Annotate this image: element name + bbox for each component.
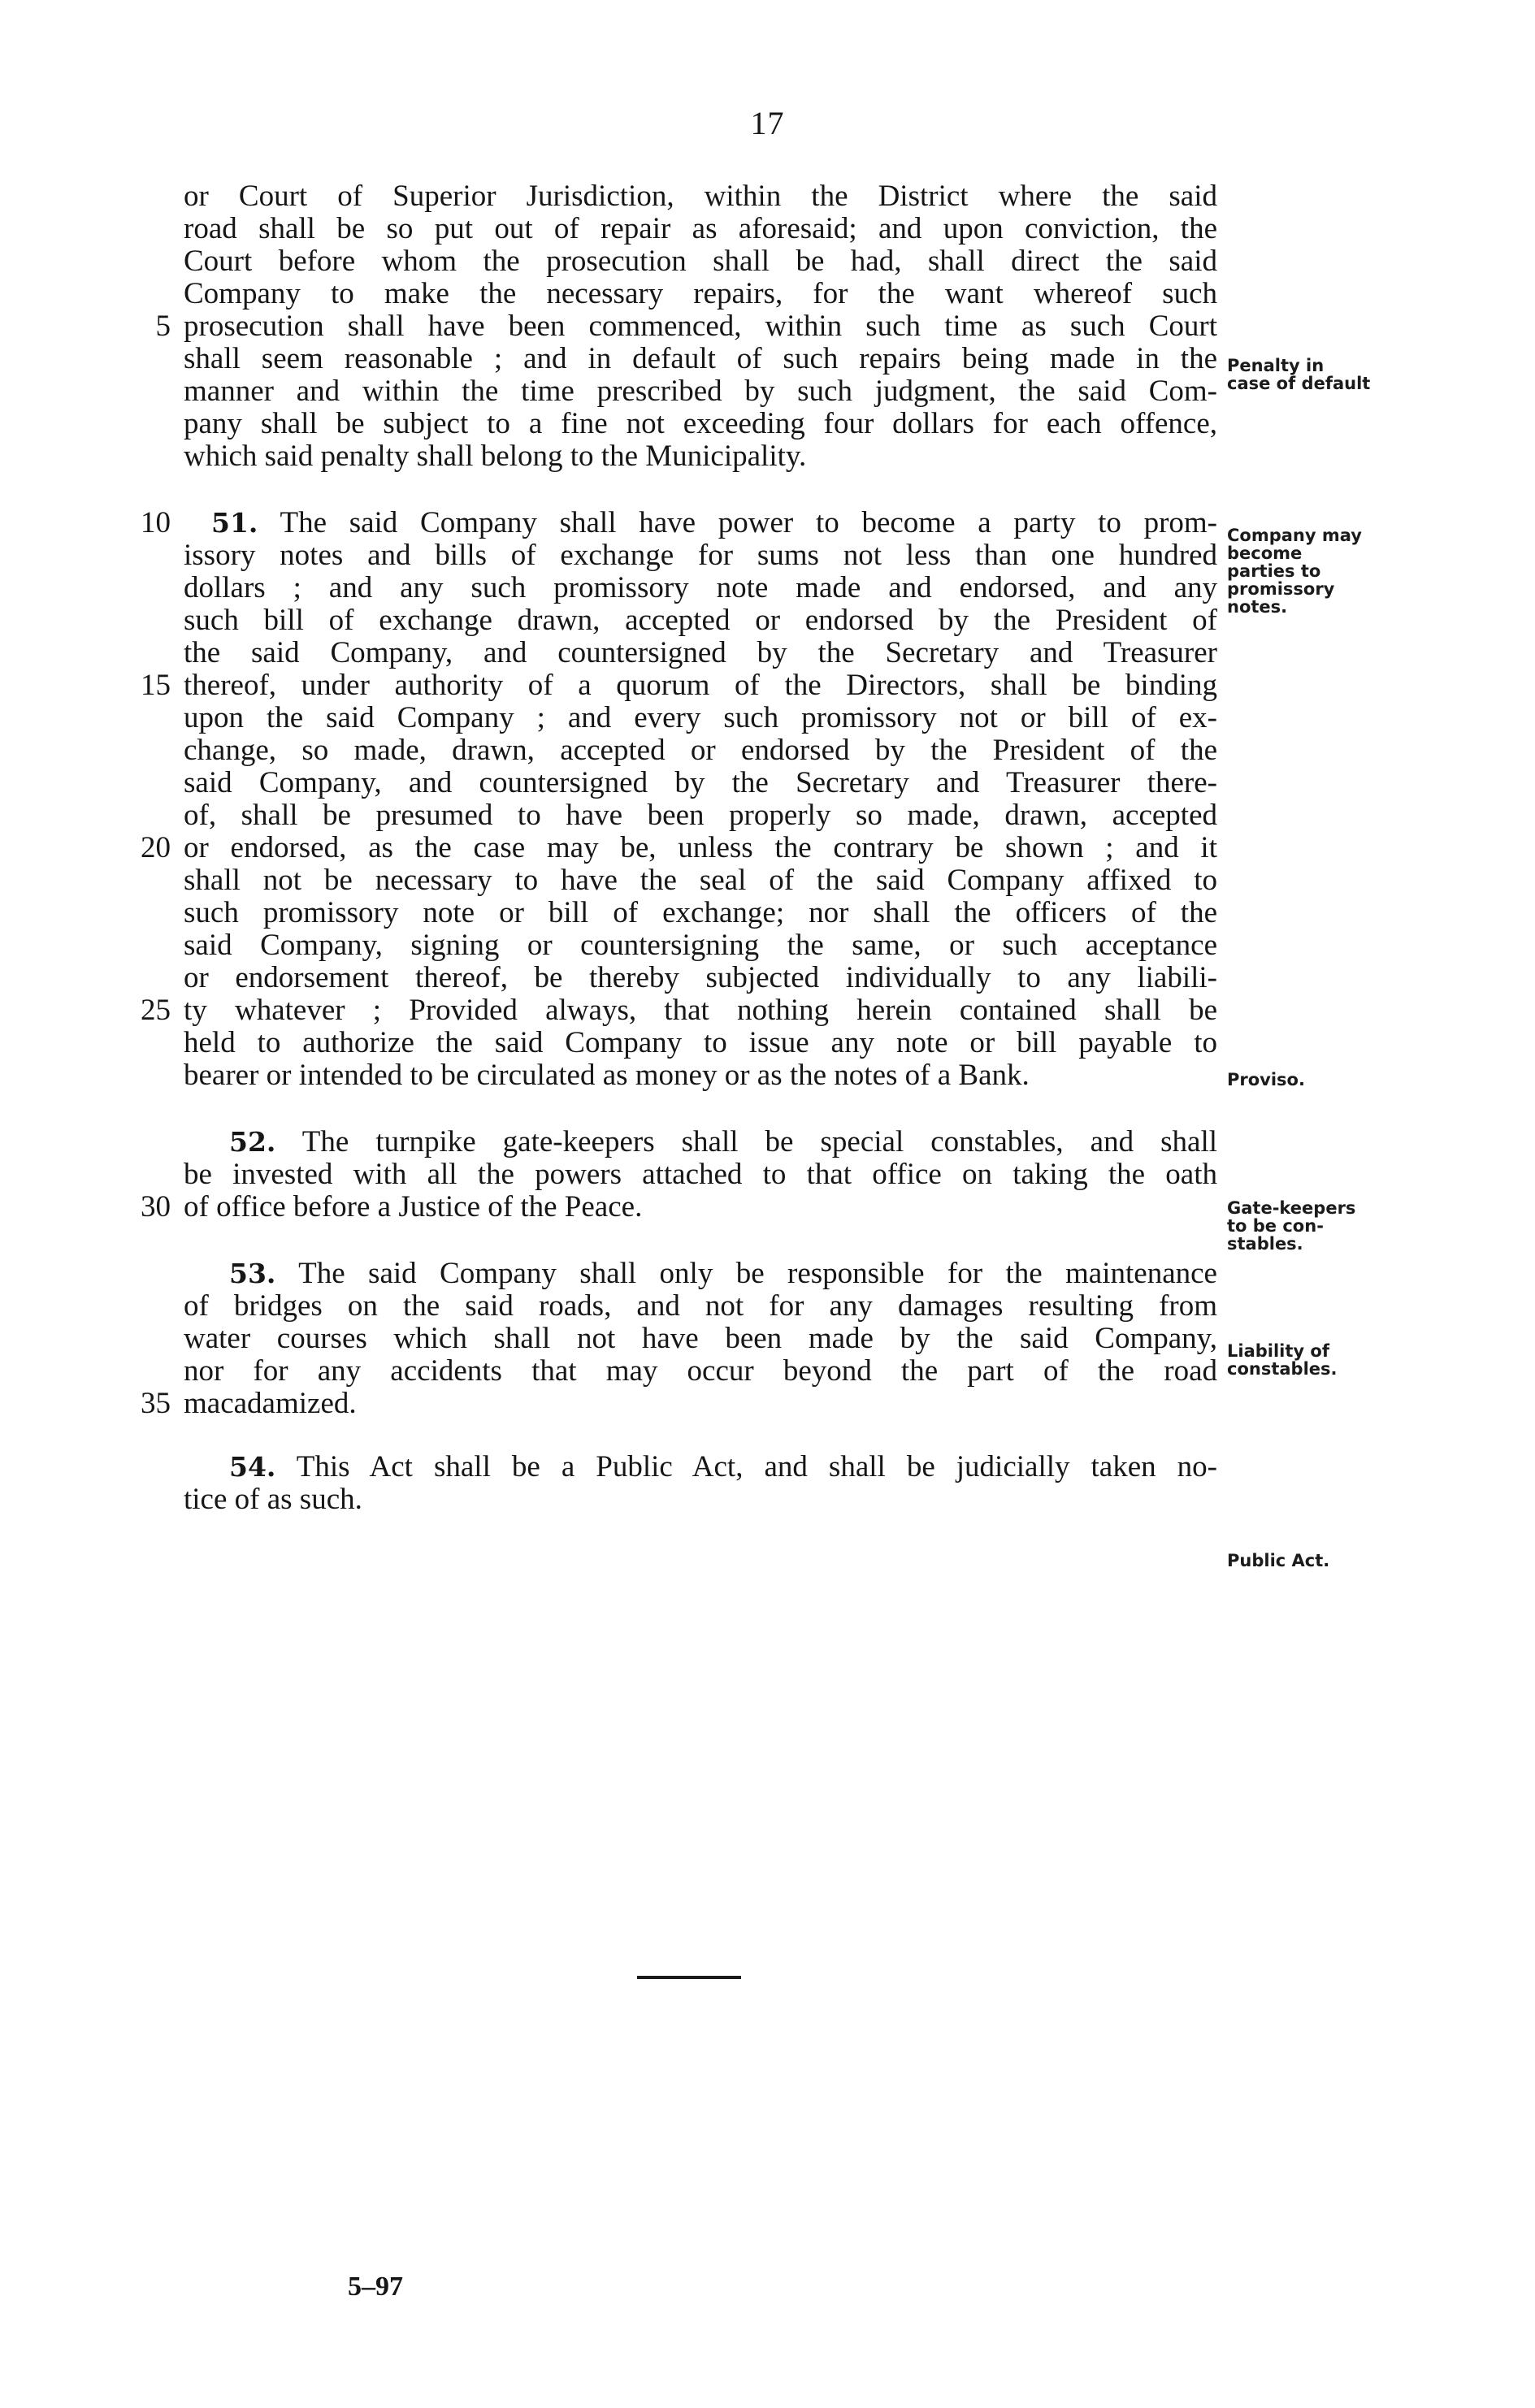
text-line: of, shall be presumed to have been properly so made, drawn, accepted bbox=[184, 799, 1217, 832]
text-line: shall not be necessary to have the seal of the said Company affixed to bbox=[184, 864, 1217, 897]
text-line: 30 of office before a Justice of the Peace. bbox=[184, 1191, 1217, 1223]
text-line: tice of as such. bbox=[184, 1483, 362, 1516]
side-note-penalty: Penalty in case of default bbox=[1227, 356, 1371, 393]
side-note-gatekeepers: Gate-keepers to be con- stables. bbox=[1227, 1198, 1356, 1254]
signature-mark: 5–97 bbox=[348, 2272, 403, 2302]
text-line: which said penalty shall belong to the Municipality. bbox=[184, 440, 807, 473]
section-number: 51. bbox=[211, 507, 258, 539]
text-line: 5 prosecution shall have been commenced, within such time as such Court bbox=[184, 310, 1217, 343]
section-53 bbox=[141, 1257, 1217, 1420]
text-line: shall seem reasonable ; and in default of such repairs being made in the bbox=[184, 342, 1217, 375]
section-54 bbox=[184, 1451, 1217, 1516]
line-number: 30 bbox=[141, 1190, 171, 1223]
line-number: 25 bbox=[141, 994, 171, 1027]
section-52 bbox=[141, 1125, 1217, 1223]
page-number: 17 bbox=[750, 105, 785, 141]
text-line: 53. The said Company shall only be responsible for the maintenance bbox=[229, 1257, 1217, 1290]
section-number: 52. bbox=[229, 1126, 276, 1158]
text-line: be invested with all the powers attached to that office on taking the oath bbox=[184, 1158, 1217, 1191]
text-line: 20 or endorsed, as the case may be, unless the contrary be shown ; and it bbox=[184, 832, 1217, 864]
text-line: manner and within the time prescribed by such judgment, the said Com- bbox=[184, 375, 1217, 408]
text-line: 25 ty whatever ; Provided always, that nothing herein contained shall be bbox=[184, 994, 1217, 1027]
text-line: 54. This Act shall be a Public Act, and shall be judicially taken no- bbox=[229, 1450, 1217, 1483]
text-line: pany shall be subject to a fine not exceeding four dollars for each offence, bbox=[184, 407, 1217, 440]
line-number: 5 bbox=[155, 310, 171, 343]
text-line: the said Company, and countersigned by the Secretary and Treasurer bbox=[184, 636, 1217, 669]
section-number: 54. bbox=[229, 1451, 276, 1483]
text-line: such bill of exchange drawn, accepted or endorsed by the President of bbox=[184, 604, 1217, 637]
line-number: 35 bbox=[141, 1387, 171, 1420]
text-body bbox=[141, 180, 1217, 1516]
text-line: said Company, and countersigned by the Secretary and Treasurer there- bbox=[184, 766, 1217, 799]
text-line: change, so made, drawn, accepted or endorsed by the President of the bbox=[184, 734, 1217, 767]
line-number: 20 bbox=[141, 831, 171, 864]
side-note-proviso: Proviso. bbox=[1227, 1070, 1305, 1089]
text-line: or Court of Superior Jurisdiction, within the District where the said bbox=[184, 180, 1217, 213]
text-line: issory notes and bills of exchange for sums not less than one hundred bbox=[184, 539, 1217, 572]
side-note-public-act: Public Act. bbox=[1227, 1551, 1330, 1570]
text-line: 15 thereof, under authority of a quorum of the Directors, shall be binding bbox=[184, 669, 1217, 702]
text-line: 10 51. The said Company shall have power to become a party to prom- bbox=[184, 507, 1217, 539]
text-line: road shall be so put out of repair as aforesaid; and upon conviction, the bbox=[184, 212, 1217, 245]
text-line: or endorsement thereof, be thereby subjected individually to any liabili- bbox=[184, 961, 1217, 994]
text-line: water courses which shall not have been made by the said Company, bbox=[184, 1322, 1217, 1355]
text-line: 52. The turnpike gate-keepers shall be special constables, and shall bbox=[229, 1125, 1217, 1159]
text-line: dollars ; and any such promissory note made and endorsed, and any bbox=[184, 571, 1217, 604]
side-note-liability: Liability of constables. bbox=[1227, 1341, 1338, 1379]
text-line: Court before whom the prosecution shall be had, shall direct the said bbox=[184, 245, 1217, 278]
text-line: upon the said Company ; and every such promissory not or bill of ex- bbox=[184, 701, 1217, 734]
text-line: Company to make the necessary repairs, for the want whereof such bbox=[184, 277, 1217, 310]
section-continuation bbox=[155, 180, 1217, 473]
text-line: held to authorize the said Company to issue any note or bill payable to bbox=[184, 1026, 1217, 1059]
line-number: 10 bbox=[141, 506, 171, 539]
text-line: said Company, signing or countersigning the same, or such acceptance bbox=[184, 929, 1217, 962]
text-line: bearer or intended to be circulated as money or as the notes of a Bank. bbox=[184, 1059, 1030, 1092]
side-note-promissory: Company may become parties to promissory notes. bbox=[1227, 526, 1362, 617]
section-51 bbox=[141, 506, 1217, 1092]
section-number: 53. bbox=[229, 1258, 276, 1289]
closing-rule bbox=[637, 1976, 741, 1979]
line-number: 15 bbox=[141, 669, 171, 702]
text-line: of bridges on the said roads, and not for any damages resulting from bbox=[184, 1289, 1217, 1323]
text-line: nor for any accidents that may occur beyond the part of the road bbox=[184, 1354, 1217, 1388]
text-line: 35 macadamized. bbox=[184, 1388, 1217, 1420]
text-line: such promissory note or bill of exchange; nor shall the officers of the bbox=[184, 896, 1217, 929]
